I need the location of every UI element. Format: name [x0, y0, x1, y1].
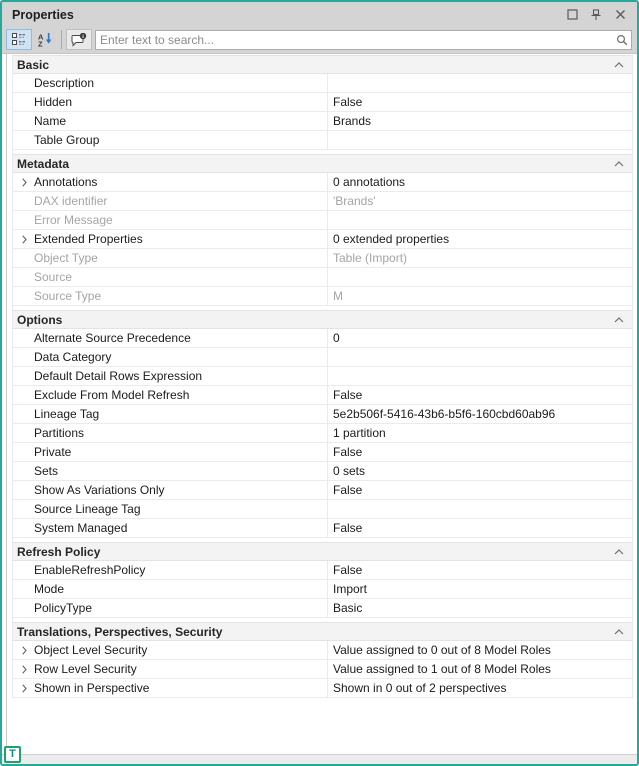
expand-chevron-icon[interactable] [22, 684, 27, 693]
property-label-cell [13, 519, 327, 537]
property-value[interactable]: Value assigned to 0 out of 8 Model Roles [327, 641, 632, 659]
property-value[interactable]: Table (Import) [327, 249, 632, 267]
property-row[interactable] [13, 112, 632, 131]
property-value[interactable] [327, 211, 632, 229]
property-value[interactable]: False [327, 93, 632, 111]
property-label-cell [13, 211, 327, 229]
collapse-chevron-icon[interactable] [614, 549, 624, 555]
property-label: Sets [34, 464, 59, 478]
toolbar-separator [61, 30, 62, 49]
property-label-cell [13, 500, 327, 518]
tabular-editor-tray-icon[interactable]: T [4, 746, 21, 763]
property-label: Object Type [34, 251, 98, 265]
property-row[interactable] [13, 249, 632, 268]
property-value[interactable]: False [327, 481, 632, 499]
pin-icon [590, 9, 602, 21]
panel-title: Properties [12, 7, 74, 22]
property-row[interactable] [13, 211, 632, 230]
property-label: Partitions [34, 426, 85, 440]
close-icon [615, 9, 626, 20]
property-label-cell [13, 641, 327, 659]
property-label: Default Detail Rows Expression [34, 369, 203, 383]
property-label-cell [13, 287, 327, 305]
property-label-cell [13, 173, 327, 191]
property-label: EnableRefreshPolicy [34, 563, 146, 577]
collapse-chevron-icon[interactable] [614, 317, 624, 323]
property-label-cell [13, 424, 327, 442]
property-row[interactable] [13, 660, 632, 679]
search-input[interactable] [96, 32, 613, 48]
property-row[interactable] [13, 329, 632, 348]
svg-text:i: i [82, 33, 84, 40]
property-value[interactable]: Value assigned to 1 out of 8 Model Roles [327, 660, 632, 678]
property-row[interactable] [13, 405, 632, 424]
property-value[interactable]: Brands [327, 112, 632, 130]
property-row[interactable] [13, 348, 632, 367]
property-label: Source [34, 270, 73, 284]
property-label: Private [34, 445, 72, 459]
expand-chevron-icon[interactable] [22, 646, 27, 655]
property-row[interactable] [13, 367, 632, 386]
section-header[interactable] [13, 55, 632, 74]
property-label: Hidden [34, 95, 73, 109]
collapse-chevron-icon[interactable] [614, 629, 624, 635]
section-title: Options [17, 312, 63, 327]
property-label: Show As Variations Only [34, 483, 165, 497]
property-label-cell [13, 599, 327, 617]
titlebar [2, 2, 637, 27]
property-row[interactable] [13, 93, 632, 112]
property-label: Lineage Tag [34, 407, 100, 421]
property-value[interactable] [327, 367, 632, 385]
property-row[interactable] [13, 424, 632, 443]
property-row[interactable] [13, 481, 632, 500]
property-value[interactable] [327, 131, 632, 149]
property-label: Name [34, 114, 67, 128]
property-value[interactable] [327, 500, 632, 518]
property-row[interactable] [13, 230, 632, 249]
section-title: Basic [17, 57, 50, 72]
property-value[interactable]: Import [327, 580, 632, 598]
categorized-view-icon [12, 33, 27, 46]
property-label-cell [13, 561, 327, 579]
property-value[interactable]: 5e2b506f-5416-43b6-b5f6-160cbd60ab96 [327, 405, 632, 423]
section-header[interactable] [13, 542, 632, 561]
section-header[interactable] [13, 154, 632, 173]
property-label-cell [13, 481, 327, 499]
maximize-icon [567, 9, 578, 20]
property-label: Description [34, 76, 95, 90]
property-value[interactable]: False [327, 443, 632, 461]
property-row[interactable] [13, 74, 632, 93]
collapse-chevron-icon[interactable] [614, 161, 624, 167]
property-row[interactable] [13, 192, 632, 211]
section-title: Refresh Policy [17, 544, 101, 559]
section-header[interactable] [13, 622, 632, 641]
property-grid-container [6, 54, 637, 754]
property-row[interactable] [13, 443, 632, 462]
property-value[interactable]: 'Brands' [327, 192, 632, 210]
property-label-cell [13, 462, 327, 480]
property-label: Object Level Security [34, 643, 148, 657]
property-label-cell [13, 367, 327, 385]
property-value[interactable]: M [327, 287, 632, 305]
sort-alphabetical-button[interactable] [32, 29, 58, 50]
property-label: Shown in Perspective [34, 681, 150, 695]
property-label-cell [13, 405, 327, 423]
property-value[interactable]: 0 extended properties [327, 230, 632, 248]
property-row[interactable] [13, 519, 632, 538]
collapse-chevron-icon[interactable] [614, 62, 624, 68]
property-label-cell [13, 386, 327, 404]
section-title: Metadata [17, 156, 70, 171]
property-label: Source Lineage Tag [34, 502, 141, 516]
property-row[interactable] [13, 173, 632, 192]
property-row[interactable] [13, 500, 632, 519]
property-row[interactable] [13, 580, 632, 599]
tooltip-bubble-icon [71, 33, 87, 47]
property-label-cell [13, 74, 327, 92]
property-label-cell [13, 192, 327, 210]
property-value[interactable] [327, 74, 632, 92]
property-label-cell [13, 131, 327, 149]
property-label: Data Category [34, 350, 112, 364]
svg-text:A: A [37, 32, 43, 41]
property-label-cell [13, 112, 327, 130]
close-button[interactable] [611, 6, 629, 24]
property-label: Table Group [34, 133, 100, 147]
property-label: Annotations [34, 175, 98, 189]
section-title: Translations, Perspectives, Security [17, 624, 223, 639]
property-label: DAX identifier [34, 194, 108, 208]
property-label-cell [13, 679, 327, 697]
property-label-cell [13, 249, 327, 267]
property-value[interactable]: False [327, 386, 632, 404]
toolbar [2, 27, 637, 54]
property-value[interactable]: Basic [327, 599, 632, 617]
expand-chevron-icon[interactable] [22, 178, 27, 187]
property-label-cell [13, 660, 327, 678]
property-row[interactable] [13, 679, 632, 698]
property-label-cell [13, 93, 327, 111]
property-value[interactable]: Shown in 0 out of 2 perspectives [327, 679, 632, 697]
property-value[interactable]: 0 annotations [327, 173, 632, 191]
property-label: Source Type [34, 289, 102, 303]
status-strip [2, 754, 637, 764]
property-value[interactable]: False [327, 561, 632, 579]
property-label: PolicyType [34, 601, 93, 615]
property-value[interactable]: 0 [327, 329, 632, 347]
property-label: System Managed [34, 521, 128, 535]
search-icon [613, 34, 631, 46]
property-value[interactable] [327, 348, 632, 366]
property-row[interactable] [13, 599, 632, 618]
categorized-view-button[interactable] [6, 29, 32, 50]
property-value[interactable]: False [327, 519, 632, 537]
property-label-cell [13, 329, 327, 347]
property-value[interactable] [327, 268, 632, 286]
property-label-cell [13, 348, 327, 366]
show-description-tooltip-button[interactable] [66, 29, 92, 50]
property-label: Error Message [34, 213, 113, 227]
property-row[interactable] [13, 462, 632, 481]
expand-chevron-icon[interactable] [22, 235, 27, 244]
property-row[interactable] [13, 287, 632, 306]
search-box [95, 30, 632, 50]
property-value[interactable]: 1 partition [327, 424, 632, 442]
property-row[interactable] [13, 386, 632, 405]
expand-chevron-icon[interactable] [22, 665, 27, 674]
svg-text:Z: Z [37, 39, 43, 47]
property-label-cell [13, 268, 327, 286]
pin-button[interactable] [587, 6, 605, 24]
section-header[interactable] [13, 310, 632, 329]
property-label: Exclude From Model Refresh [34, 388, 190, 402]
property-row[interactable] [13, 131, 632, 150]
property-label-cell [13, 230, 327, 248]
property-label-cell [13, 443, 327, 461]
property-value[interactable]: 0 sets [327, 462, 632, 480]
property-label: Row Level Security [34, 662, 137, 676]
property-label: Extended Properties [34, 232, 143, 246]
property-label-cell [13, 580, 327, 598]
property-row[interactable] [13, 641, 632, 660]
property-grid [12, 55, 633, 698]
property-row[interactable] [13, 268, 632, 287]
property-label: Alternate Source Precedence [34, 331, 191, 345]
property-label: Mode [34, 582, 65, 596]
property-row[interactable] [13, 561, 632, 580]
maximize-button[interactable] [563, 6, 581, 24]
sort-alphabetical-icon [38, 33, 53, 47]
